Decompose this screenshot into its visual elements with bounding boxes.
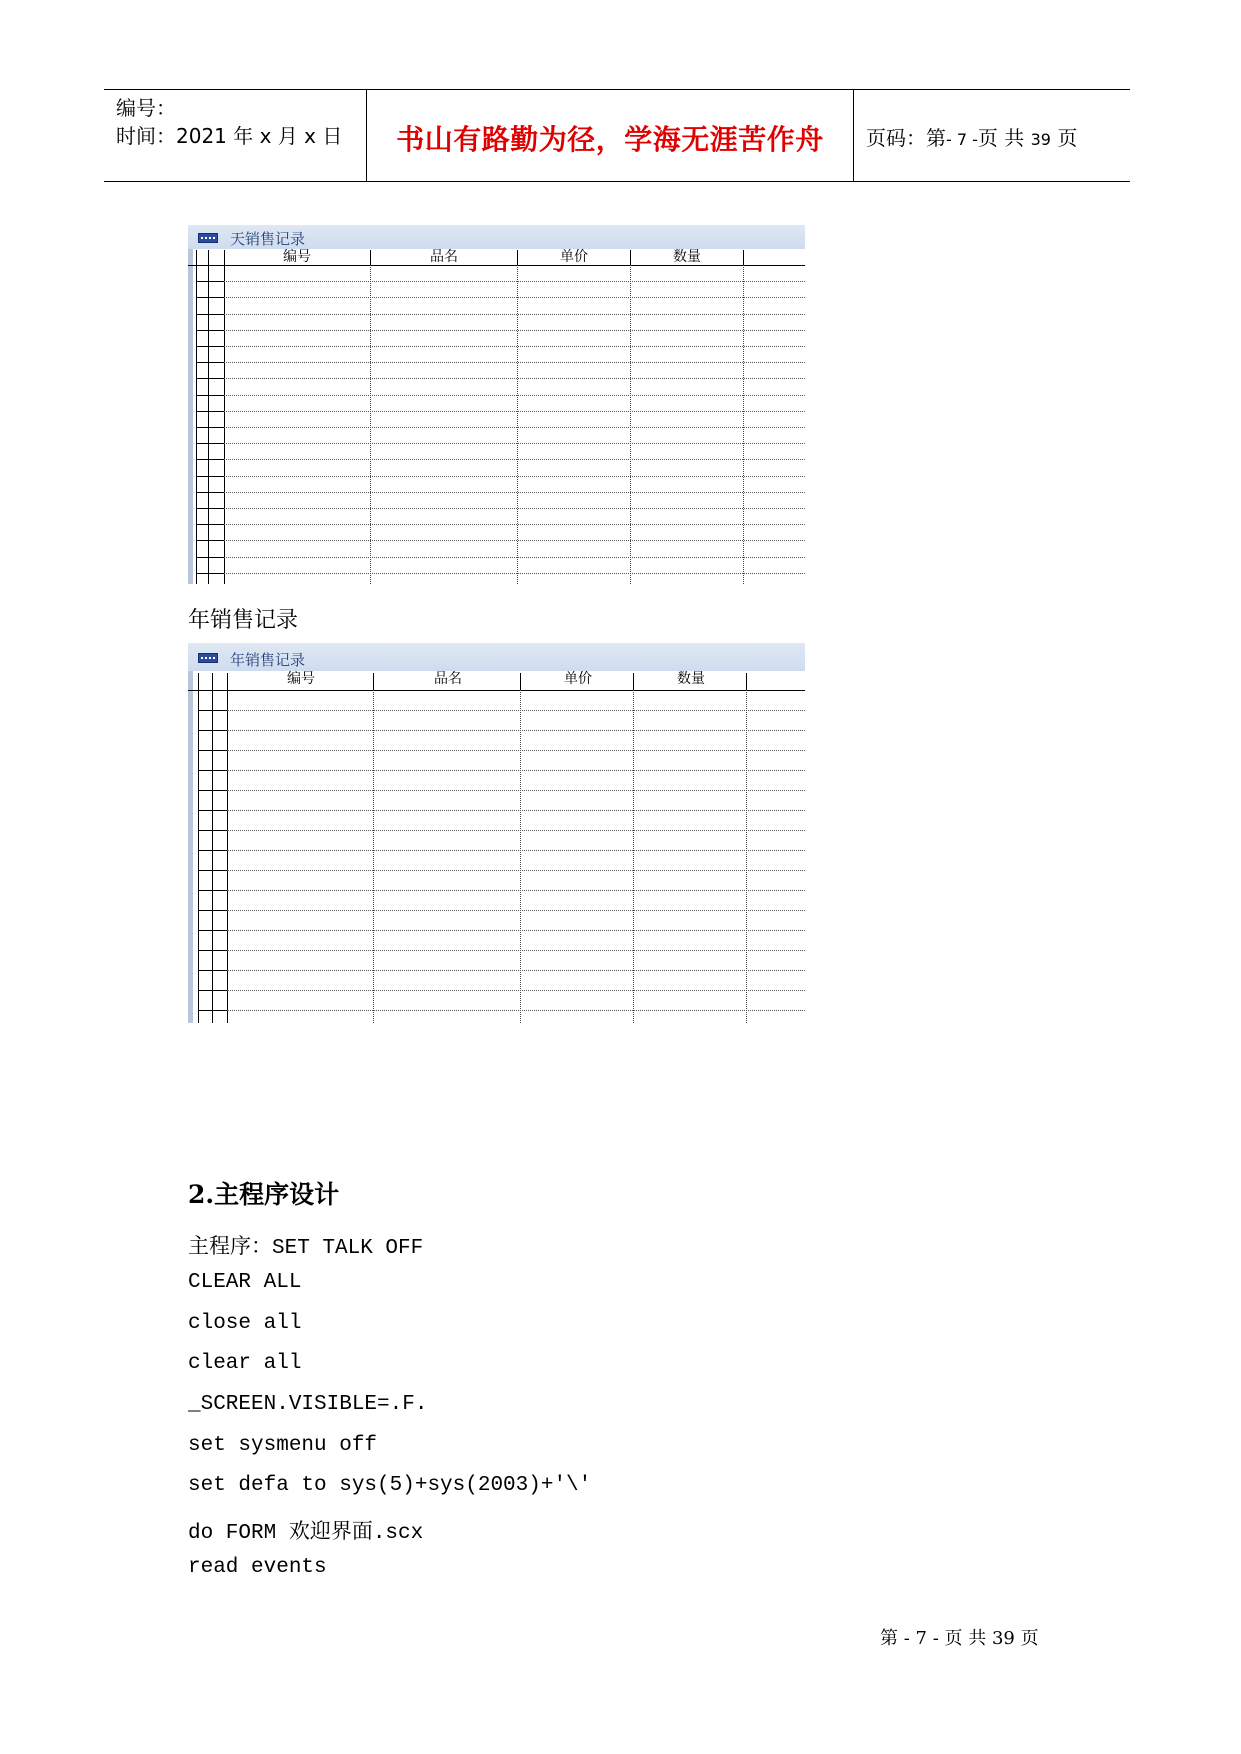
page-current: - 7 - (946, 130, 978, 149)
table-icon (198, 653, 218, 663)
column-gridline (633, 690, 634, 1023)
row-gridline (227, 890, 805, 891)
header-page-cell (854, 90, 1130, 181)
code-line-3: close all (188, 1312, 302, 1335)
row-selector-tick (198, 950, 227, 951)
row-gridline (224, 443, 805, 444)
column-header-number[interactable]: 编号 (283, 249, 311, 265)
row-gutter-edge (188, 249, 193, 584)
column-header-price[interactable]: 单价 (564, 671, 592, 687)
row-selector-tick (196, 524, 224, 525)
code-line-5: _SCREEN.VISIBLE=.F. (188, 1393, 428, 1416)
row-selector-tick (198, 910, 227, 911)
row-gridline (227, 810, 805, 811)
row-gridline (224, 362, 805, 363)
row-selector-tick (198, 830, 227, 831)
row-gridline (227, 970, 805, 971)
column-gridline (520, 690, 521, 1023)
row-gridline (224, 557, 805, 558)
motto: 书山有路勤为径，学海无涯苦作舟 (396, 123, 824, 156)
code-line-2: CLEAR ALL (188, 1271, 302, 1294)
year-sales-grid-window (188, 643, 805, 1023)
row-selector-tick (198, 890, 227, 891)
row-selector-tick (196, 540, 224, 541)
row-gridline (224, 540, 805, 541)
row-gridline (227, 830, 805, 831)
row-gridline (227, 770, 805, 771)
row-selector-line (224, 250, 225, 584)
column-separator (520, 673, 521, 690)
column-header-quantity[interactable]: 数量 (677, 671, 705, 687)
column-separator (517, 250, 518, 265)
row-selector-tick (196, 492, 224, 493)
row-selector-tick (196, 314, 224, 315)
grid-titlebar (188, 643, 805, 671)
header-meta-cell (104, 90, 366, 181)
row-selector-tick (198, 790, 227, 791)
grid-title: 天销售记录 (230, 230, 306, 248)
column-gridline (373, 690, 374, 1023)
page-footer: 第 - 7 - 页 共 39 页 (880, 1628, 1039, 1649)
row-gridline (227, 910, 805, 911)
day-sales-grid-window (188, 225, 805, 584)
row-gutter-edge (188, 671, 193, 1023)
row-selector-tick (198, 1010, 227, 1011)
page-total: 39 (1030, 130, 1051, 149)
code-line-4: clear all (188, 1352, 302, 1375)
row-gridline (227, 710, 805, 711)
row-gridline (224, 427, 805, 428)
page-indicator (866, 122, 1077, 151)
row-selector-tick (198, 930, 227, 931)
row-selector-tick (198, 970, 227, 971)
row-selector-tick (196, 297, 224, 298)
row-selector-tick (198, 750, 227, 751)
row-selector-tick (196, 411, 224, 412)
column-separator (373, 673, 374, 690)
column-separator (743, 250, 744, 265)
table-icon (198, 233, 218, 243)
row-gridline (227, 990, 805, 991)
column-header-quantity[interactable]: 数量 (673, 249, 701, 265)
caption-year-sales: 年销售记录 (188, 608, 299, 633)
header-motto-cell (366, 90, 854, 181)
row-selector-tick (196, 281, 224, 282)
row-selector-tick (196, 573, 224, 574)
header-bottom-line (188, 690, 805, 691)
page-header (104, 89, 1130, 182)
row-gridline (224, 508, 805, 509)
row-selector-tick (196, 557, 224, 558)
row-selector-tick (196, 395, 224, 396)
grid-title: 年销售记录 (230, 651, 306, 669)
code-line-9: read events (188, 1556, 327, 1579)
column-header-product[interactable]: 品名 (430, 249, 458, 265)
row-selector-tick (196, 443, 224, 444)
row-selector-tick (196, 459, 224, 460)
row-selector-tick (196, 427, 224, 428)
row-selector-tick (196, 378, 224, 379)
number-label: 编号： (116, 96, 176, 120)
time-label: 时间：2021 年 x 月 x 日 (116, 124, 343, 148)
row-gridline (224, 476, 805, 477)
column-separator (746, 673, 747, 690)
row-selector-tick (198, 710, 227, 711)
row-selector-tick (198, 870, 227, 871)
row-gridline (227, 1010, 805, 1011)
row-gridline (224, 330, 805, 331)
row-gridline (224, 492, 805, 493)
row-gridline (227, 730, 805, 731)
page-mid: 页 共 (977, 126, 1025, 150)
grid-titlebar (188, 225, 805, 249)
row-gridline (224, 395, 805, 396)
row-selector-tick (198, 770, 227, 771)
code-line-7: set defa to sys(5)+sys(2003)+'\' (188, 1474, 592, 1497)
column-header-product[interactable]: 品名 (434, 671, 462, 687)
row-selector-tick (196, 476, 224, 477)
row-selector-tick (196, 346, 224, 347)
row-selector-line (196, 250, 197, 584)
row-gridline (227, 950, 805, 951)
row-gridline (224, 314, 805, 315)
row-gridline (224, 411, 805, 412)
row-selector-tick (198, 810, 227, 811)
row-selector-tick (196, 362, 224, 363)
page-suffix: 页 (1057, 126, 1078, 150)
row-gridline (224, 346, 805, 347)
row-gridline (227, 850, 805, 851)
row-selector-tick (198, 990, 227, 991)
row-selector-line (208, 250, 209, 584)
row-selector-tick (198, 730, 227, 731)
column-header-number[interactable]: 编号 (287, 671, 315, 687)
row-selector-tick (196, 508, 224, 509)
row-gridline (227, 750, 805, 751)
column-separator (630, 250, 631, 265)
row-gridline (227, 930, 805, 931)
row-gridline (227, 790, 805, 791)
column-separator (633, 673, 634, 690)
column-separator (370, 250, 371, 265)
row-selector-tick (196, 330, 224, 331)
row-gridline (224, 459, 805, 460)
header-bottom-line (188, 265, 805, 266)
code-line-1: 主程序：SET TALK OFF (188, 1237, 424, 1260)
code-line-8: do FORM 欢迎界面.scx (188, 1522, 424, 1545)
row-gridline (224, 524, 805, 525)
page-prefix: 页码：第 (866, 126, 946, 150)
row-gridline (224, 378, 805, 379)
row-selector-tick (198, 850, 227, 851)
section-title: 2.主程序设计 (188, 1180, 340, 1209)
code-line-6: set sysmenu off (188, 1434, 378, 1457)
column-header-price[interactable]: 单价 (560, 249, 588, 265)
column-gridline (746, 690, 747, 1023)
row-gridline (224, 297, 805, 298)
row-gridline (227, 870, 805, 871)
row-gridline (224, 281, 805, 282)
row-gridline (224, 573, 805, 574)
